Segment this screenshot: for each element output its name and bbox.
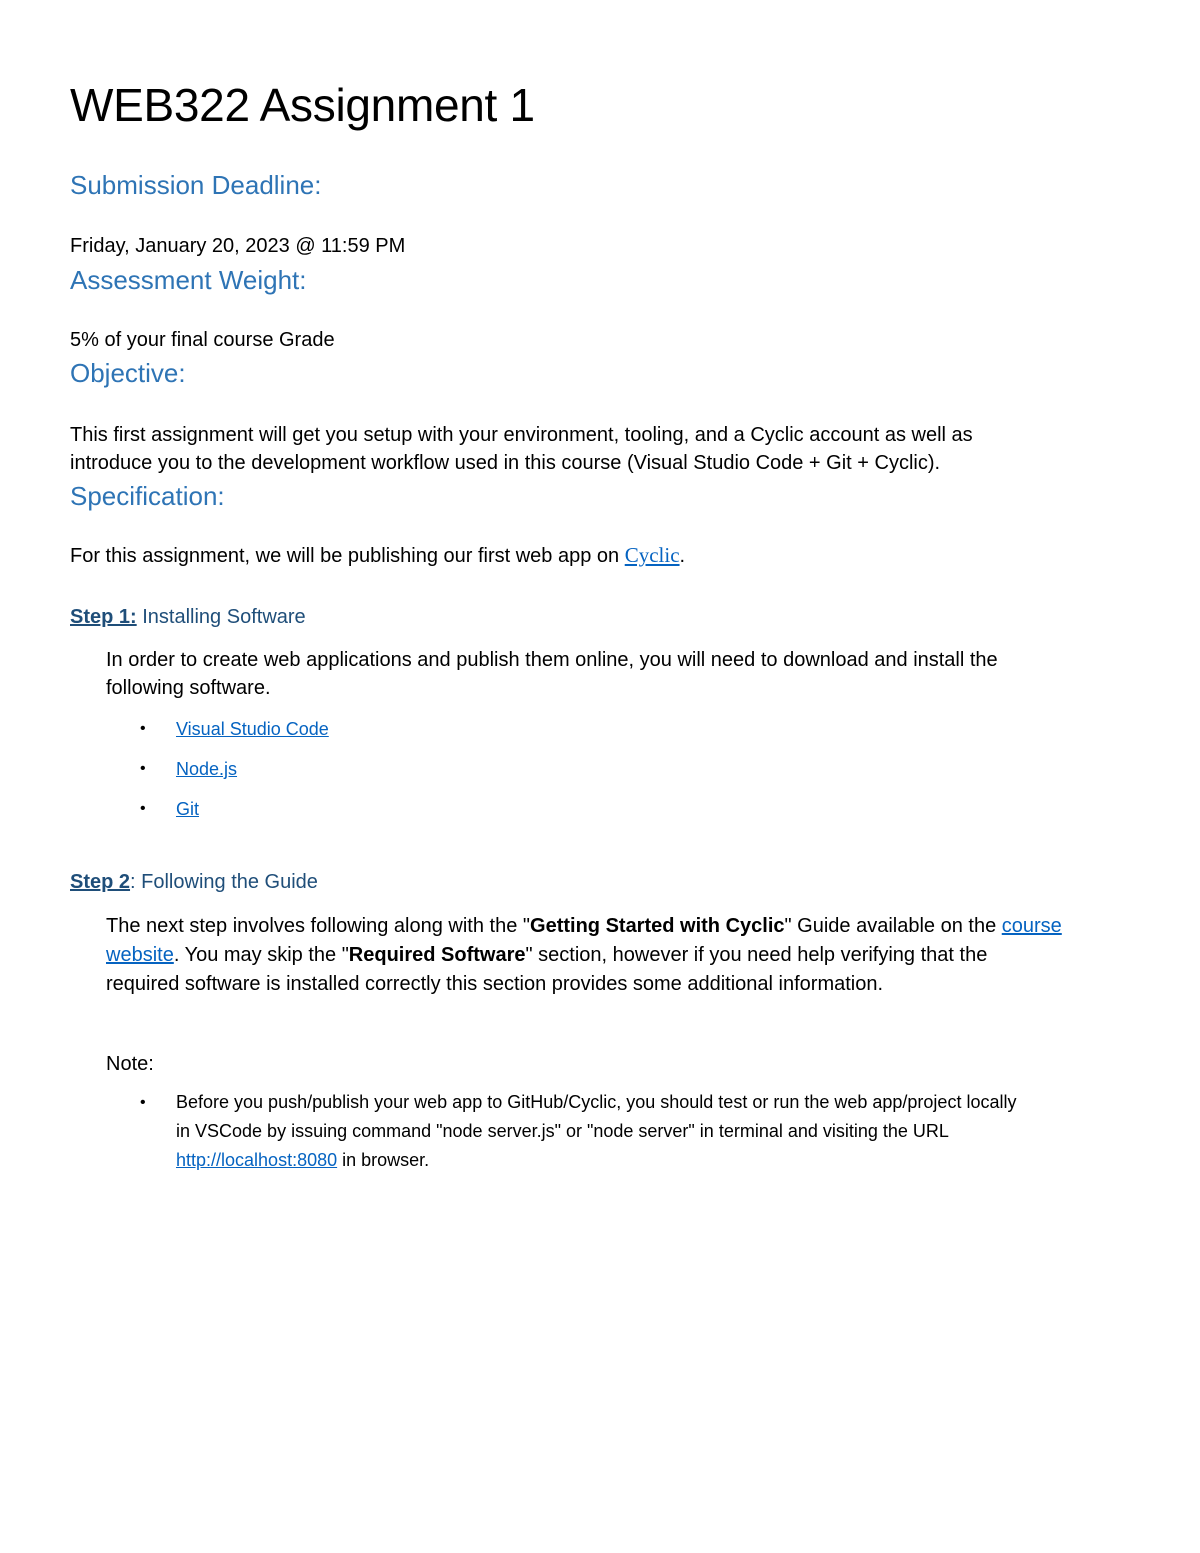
bullet-icon: • (140, 760, 146, 777)
objective-line-2: introduce you to the development workflow used in this course (Visual Studio Code + Git + Cyclic). (70, 452, 941, 474)
spec-text-before: For this assignment, we will be publishing our first web app on (70, 545, 625, 567)
specification-text (70, 541, 685, 571)
step-2-line-3: required software is installed correctly this section provides some additional information. (106, 973, 884, 995)
bullet-icon: • (140, 1094, 146, 1111)
deadline-text: Friday, January 20, 2023 @ 11:59 PM (70, 235, 406, 257)
step-2-line-2 (106, 941, 987, 970)
specification-heading: Specification: (70, 481, 225, 511)
list-item (140, 1088, 1016, 1175)
objective-line-1: This first assignment will get you setup with your environment, tooling, and a Cyclic account as well as (70, 424, 973, 446)
weight-text: 5% of your final course Grade (70, 329, 335, 351)
step-2-line-2-b: " section, however if you need help verifying that the (525, 944, 988, 966)
course-website-link-part-1[interactable]: course (1001, 915, 1062, 937)
step-2-label: Step 2 (70, 871, 131, 893)
note-list (140, 1088, 1016, 1175)
visual-studio-code-link[interactable]: Visual Studio Code (176, 719, 329, 739)
list-item (140, 797, 329, 837)
required-software-section: Required Software (348, 944, 526, 966)
note-line-2: in VSCode by issuing command "node server.js" or "node server" in terminal and visiting the URL (176, 1121, 949, 1141)
objective-heading: Objective: (70, 358, 186, 388)
nodejs-link[interactable]: Node.js (176, 759, 238, 779)
list-item (140, 757, 329, 797)
step-2-title: Following the Guide (135, 871, 318, 893)
weight-heading: Assessment Weight: (70, 265, 307, 295)
note-label: Note: (106, 1053, 154, 1075)
step-1-heading (70, 606, 306, 629)
note-line-1: Before you push/publish your web app to GitHub/Cyclic, you should test or run the web app/project locally (176, 1092, 1017, 1112)
guide-name: Getting Started with Cyclic (530, 915, 785, 937)
bullet-icon: • (140, 800, 146, 817)
step-2-colon: : (130, 871, 136, 893)
step-2-line-1 (106, 912, 1062, 941)
step-1-line-1: In order to create web applications and publish them online, you will need to download and install the (106, 649, 998, 671)
note-line-3-after: in browser. (337, 1150, 430, 1170)
software-list (140, 717, 329, 837)
spec-text-after: . (679, 545, 686, 567)
list-item (140, 717, 329, 757)
step-2-line-2-a: . You may skip the " (173, 944, 349, 966)
step-1-line-2: following software. (106, 677, 271, 699)
step-2-heading (70, 871, 318, 894)
bullet-icon: • (140, 720, 146, 737)
course-website-link-part-2[interactable]: website (106, 944, 174, 966)
deadline-heading: Submission Deadline: (70, 170, 322, 200)
cyclic-link[interactable]: Cyclic (624, 543, 680, 567)
step-2-line-1-a: The next step involves following along with the " (106, 915, 531, 937)
step-1-label: Step 1: (70, 606, 137, 628)
step-1-title: Installing Software (136, 606, 306, 628)
git-link[interactable]: Git (176, 799, 200, 819)
localhost-link[interactable]: http://localhost:8080 (176, 1150, 338, 1170)
document-title: WEB322 Assignment 1 (70, 79, 535, 131)
step-2-line-1-b: " Guide available on the (784, 915, 1002, 937)
